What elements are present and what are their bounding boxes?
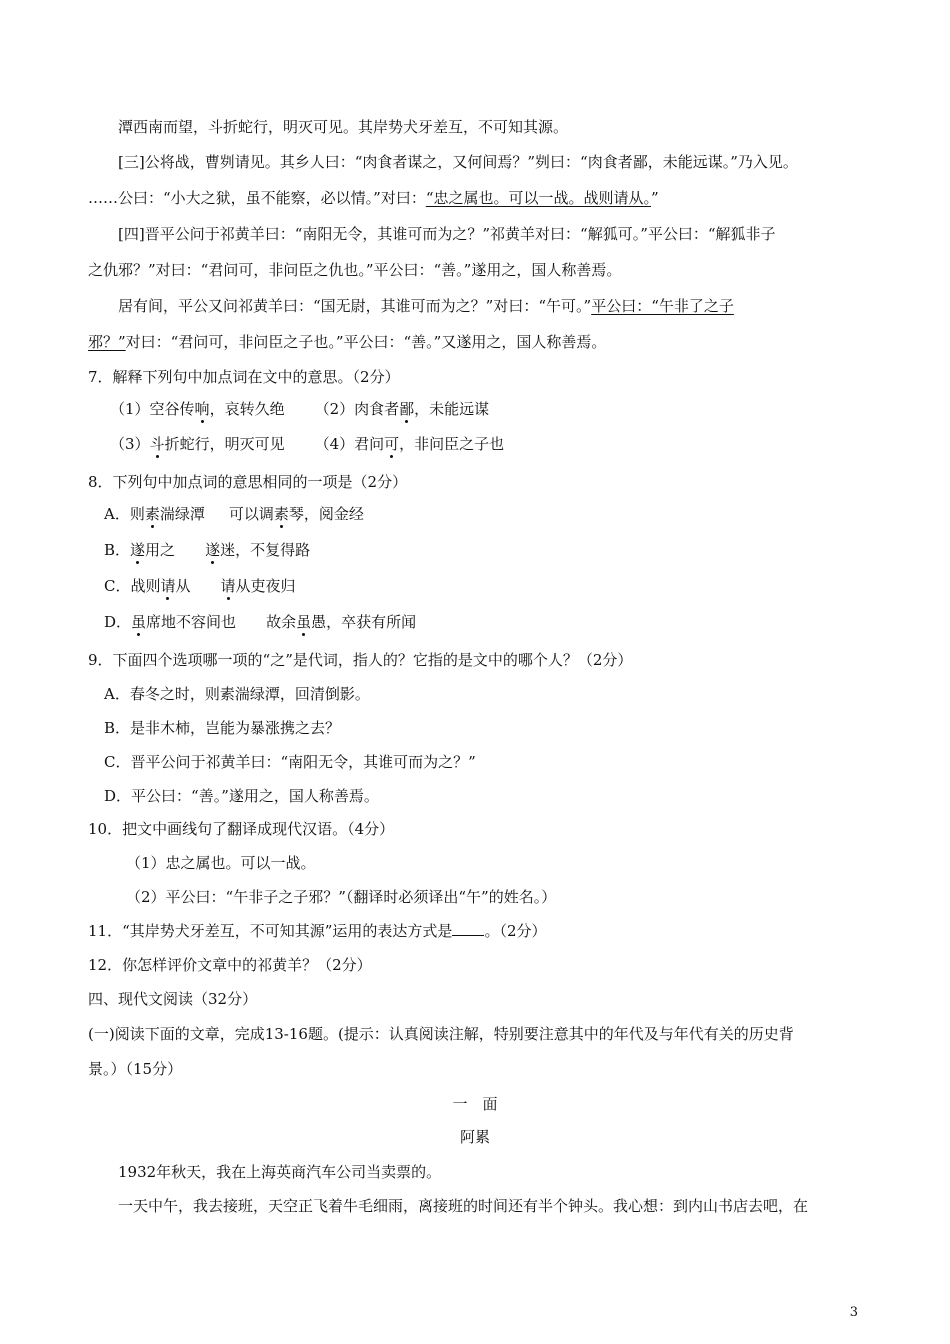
question-9-option-a: A．春冬之时，则素湍绿潭，回清倒影。 [104,685,370,703]
passage-line: 之仇邪？”对曰：“君问可，非问臣之仇也。”平公曰：“善。”遂用之，国人称善焉。 [88,261,622,279]
question-8-stem: 8．下列句中加点词的意思相同的一项是（2分） [88,473,408,491]
dotted-word: 请 [160,577,176,595]
article-author: 阿累 [459,1128,490,1146]
question-11: 11．“其岸势犬牙差互，不可知其源”运用的表达方式是 。（2分） [88,922,547,940]
question-10-item-2: （2）平公曰：“午非子之子邪？”（翻译时必须译出“午”的姓名。） [126,888,557,906]
passage-line: [三]公将战，曹刿请见。其乡人曰：“肉食者谋之，又何间焉？”刿曰：“肉食者鄙，未能远谋。”乃入见。 [118,153,798,171]
dotted-word: 遂 [130,541,146,559]
passage-line: ……公曰：“小大之狱，虽不能察，必以情。”对曰：“忠之属也。可以一战。战则请从。” [88,189,659,207]
dotted-word: 素 [144,505,160,523]
passage-line: 潭西南而望，斗折蛇行，明灭可见。其岸势犬牙差互，不可知其源。 [118,118,569,136]
underlined-sentence: 平公曰：“午非了之子 [591,297,734,315]
section-instruction: 景。）（15分） [88,1060,183,1078]
question-8-option-c: C．战则请从 请从吏夜归 [104,577,296,595]
underlined-sentence: 邪？” [88,333,126,351]
question-12: 12．你怎样评价文章中的祁黄羊？（2分） [88,956,372,974]
answer-blank[interactable] [452,921,484,936]
question-9-option-c: C．晋平公问于祁黄羊曰：“南阳无令，其谁可而为之？” [104,753,476,771]
question-8-option-a: A．则素湍绿潭 可以调素琴，阅金经 [104,505,364,523]
dotted-word: 虽 [131,613,147,631]
dotted-word: 虽 [296,613,312,631]
question-10-item-1: （1）忠之属也。可以一战。 [126,854,316,872]
dotted-word: 斗 [149,435,165,453]
question-9-option-b: B．是非木柿，岂能为暴涨携之去？ [104,719,341,737]
underlined-sentence: “忠之属也。可以一战。战则请从。 [425,189,652,207]
question-8-option-d: D．虽席地不容间也 故余虽愚，卒获有所闻 [104,613,417,631]
question-10-stem: 10．把文中画线句了翻译成现代汉语。（4分） [88,820,395,838]
question-7-stem: 7．解释下列句中加点词在文中的意思。（2分） [88,368,400,386]
page-number: 3 [849,1305,858,1320]
question-9-stem: 9．下面四个选项哪一项的“之”是代词，指人的？它指的是文中的哪个人？（2分） [88,651,633,669]
passage-line: 邪？”对曰：“君问可，非问臣之子也。”平公曰：“善。”又遂用之，国人称善焉。 [88,333,607,351]
passage-line: [四]晋平公问于祁黄羊曰：“南阳无令，其谁可而为之？”祁黄羊对曰：“解狐可。”平公曰：“解狐非子 [118,225,776,243]
passage-line: 居有间，平公又问祁黄羊曰：“国无尉，其谁可而为之？”对曰：“午可。”平公曰：“午非了之子 [118,297,734,315]
dotted-word: 请 [220,577,236,595]
question-7-items: （3）斗折蛇行，明灭可见 （4）君问可，非问臣之子也 [110,435,505,453]
question-8-option-b: B．遂用之 遂迷，不复得路 [104,541,311,559]
dotted-word: 响 [194,400,210,418]
dotted-word: 可 [384,435,400,453]
question-7-items: （1）空谷传响，哀转久绝 （2）肉食者鄙，未能远谋 [110,400,490,418]
dotted-word: 鄙 [399,400,415,418]
dotted-word: 素 [273,505,289,523]
article-title: 一 面 [452,1095,498,1113]
section-heading: 四、现代文阅读（32分） [88,990,258,1008]
dotted-word: 遂 [205,541,221,559]
article-paragraph: 一天中午，我去接班，天空正飞着牛毛细雨，离接班的时间还有半个钟头。我心想：到内山书店去吧，在 [118,1197,809,1215]
question-9-option-d: D．平公曰：“善。”遂用之，国人称善焉。 [104,787,379,805]
article-paragraph: 1932年秋天，我在上海英商汽车公司当卖票的。 [118,1163,442,1181]
section-instruction: (一)阅读下面的文章，完成13-16题。(提示：认真阅读注解，特别要注意其中的年代及与年代有关的历史背 [88,1025,794,1043]
